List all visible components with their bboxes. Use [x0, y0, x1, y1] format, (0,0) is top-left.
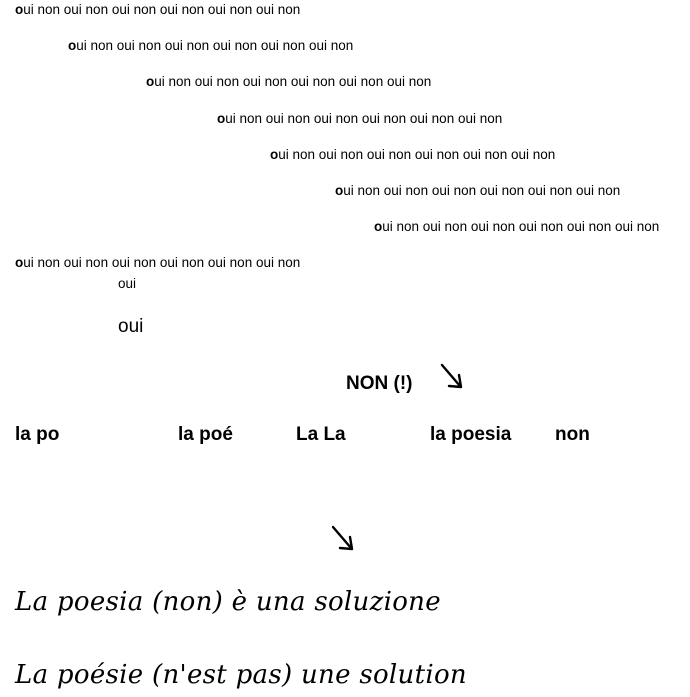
oui-small: oui	[118, 276, 137, 291]
arrow-down-right-icon	[438, 362, 468, 392]
cascade-line-3-initial: o	[146, 74, 155, 89]
arrow-down-right-icon-2	[329, 524, 359, 554]
cascade-line-7-text: ui non oui non oui non oui non oui non oui non	[382, 219, 660, 234]
cascade-line-5-text: ui non oui non oui non oui non oui non oui non	[278, 147, 556, 162]
cascade-line-4	[217, 111, 502, 127]
cascade-line-2-initial: o	[68, 38, 77, 53]
cascade-line-2	[68, 38, 353, 54]
cascade-line-5-initial: o	[270, 147, 279, 162]
cascade-line-6	[335, 183, 620, 199]
cascade-line-8-initial: o	[15, 255, 24, 270]
cascade-line-8	[15, 255, 300, 271]
cascade-line-3-text: ui non oui non oui non oui non oui non oui non	[154, 74, 432, 89]
script-italian: La poesia (non) è una soluzione	[15, 587, 441, 617]
cascade-line-7-initial: o	[374, 219, 383, 234]
cascade-line-6-initial: o	[335, 183, 344, 198]
cascade-line-1	[15, 2, 300, 18]
word-la-poesia: la poesia	[430, 424, 512, 445]
cascade-line-7	[374, 219, 659, 235]
cascade-line-3	[146, 74, 431, 90]
non-exclaim: NON (!)	[346, 373, 413, 394]
word-la-la: La La	[296, 424, 346, 445]
cascade-line-5	[270, 147, 555, 163]
cascade-line-4-initial: o	[217, 111, 226, 126]
cascade-line-1-text: ui non oui non oui non oui non oui non oui non	[23, 2, 301, 17]
cascade-line-1-initial: o	[15, 2, 24, 17]
word-la-po: la po	[15, 424, 60, 445]
oui-medium: oui	[118, 316, 144, 337]
cascade-line-6-text: ui non oui non oui non oui non oui non oui non	[343, 183, 621, 198]
cascade-line-4-text: ui non oui non oui non oui non oui non oui non	[225, 111, 503, 126]
cascade-line-2-text: ui non oui non oui non oui non oui non oui non	[76, 38, 354, 53]
cascade-line-8-text: ui non oui non oui non oui non oui non oui non	[23, 255, 301, 270]
word-la-poe: la poé	[178, 424, 233, 445]
script-french: La poésie (n'est pas) une solution	[15, 660, 467, 690]
word-non: non	[555, 424, 590, 445]
